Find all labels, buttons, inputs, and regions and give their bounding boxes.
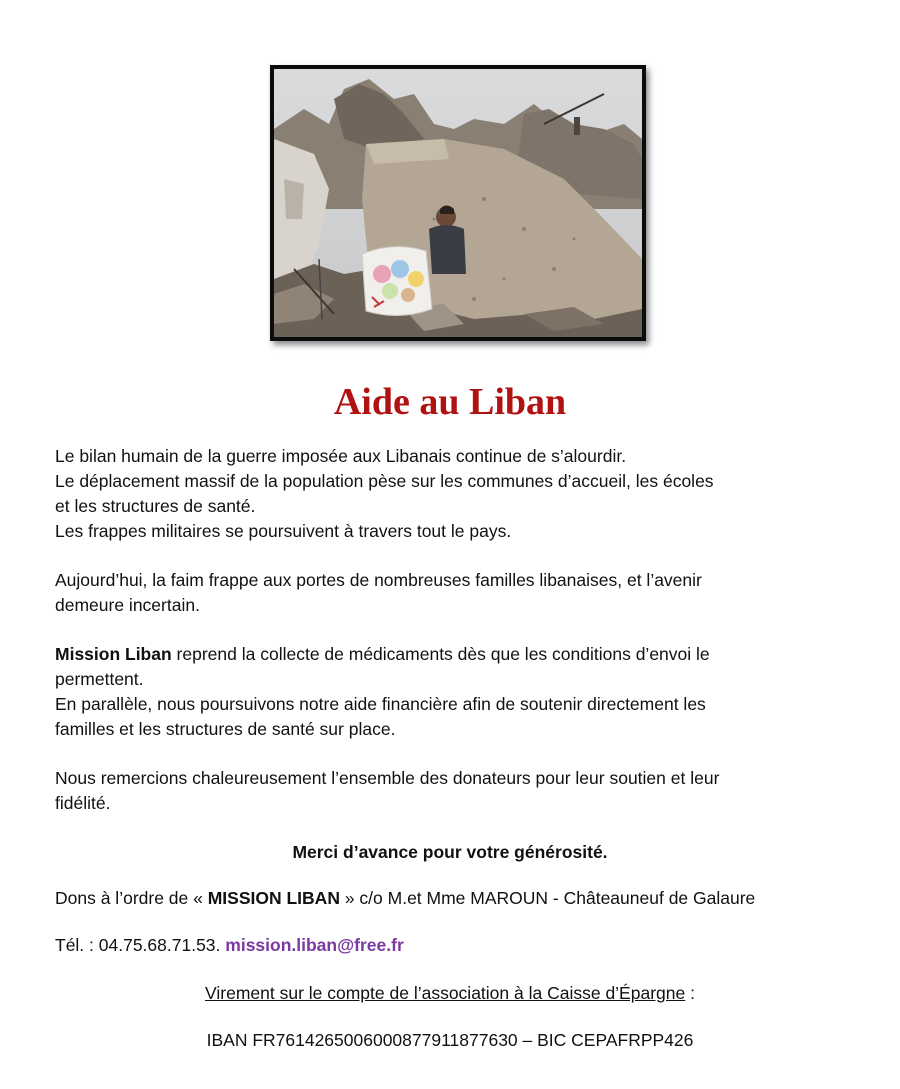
text-line: Aujourd’hui, la faim frappe aux portes de nombreuses familles libanaises, et l’avenir [55, 570, 702, 590]
text-line [55, 933, 855, 958]
text-line: et les structures de santé. [55, 496, 256, 516]
iban-bic-text: IBAN FR7614265006000877911877630 – BIC CEPAFRPP426 [206, 1030, 694, 1050]
transfer-colon: : [685, 983, 695, 1003]
text-line: En parallèle, nous poursuivons notre aide financière afin de soutenir directement les [55, 694, 706, 714]
text-line [55, 886, 855, 911]
paragraph-hunger [55, 568, 855, 618]
text-line: Nous remercions chaleureusement l’ensemble des donateurs pour leur soutien et leur [55, 768, 720, 788]
text-line [55, 642, 855, 667]
contact-line [55, 933, 855, 958]
transfer-line [0, 981, 900, 1006]
thanks-line [0, 840, 900, 865]
rubble-photo [270, 65, 646, 341]
text-fragment: reprend la collecte de médicaments dès que les conditions d’envoi le [171, 644, 710, 664]
photo-icon [274, 69, 642, 337]
paragraph-war-toll [55, 444, 855, 544]
text-line: demeure incertain. [55, 595, 200, 615]
paragraph-thanks-donors [55, 766, 855, 816]
paragraph-mission [55, 642, 855, 742]
bank-details [0, 1028, 900, 1053]
text-line: familles et les structures de santé sur place. [55, 719, 396, 739]
donation-prefix: Dons à l’ordre de « [55, 888, 208, 908]
email-link[interactable]: mission.liban@free.fr [225, 935, 404, 955]
text-line: permettent. [55, 669, 144, 689]
text-line: Le déplacement massif de la population pèse sur les communes d’accueil, les écoles [55, 471, 714, 491]
text-line: fidélité. [55, 793, 111, 813]
mission-name: Mission Liban [55, 644, 172, 664]
thanks-text: Merci d’avance pour votre générosité. [292, 842, 608, 862]
text-line: Le bilan humain de la guerre imposée aux Libanais continue de s’alourdir. [55, 446, 627, 466]
donation-suffix: » c/o M.et Mme MAROUN - Châteauneuf de Galaure [339, 888, 756, 908]
donation-org: MISSION LIBAN [207, 888, 340, 908]
donation-line [55, 886, 855, 911]
text-line: Les frappes militaires se poursuivent à travers tout le pays. [55, 521, 512, 541]
transfer-label: Virement sur le compte de l’association à la Caisse d’Épargne [205, 983, 686, 1003]
phone-text: Tél. : 04.75.68.71.53. [55, 935, 226, 955]
page-title: Aide au Liban [333, 381, 567, 423]
